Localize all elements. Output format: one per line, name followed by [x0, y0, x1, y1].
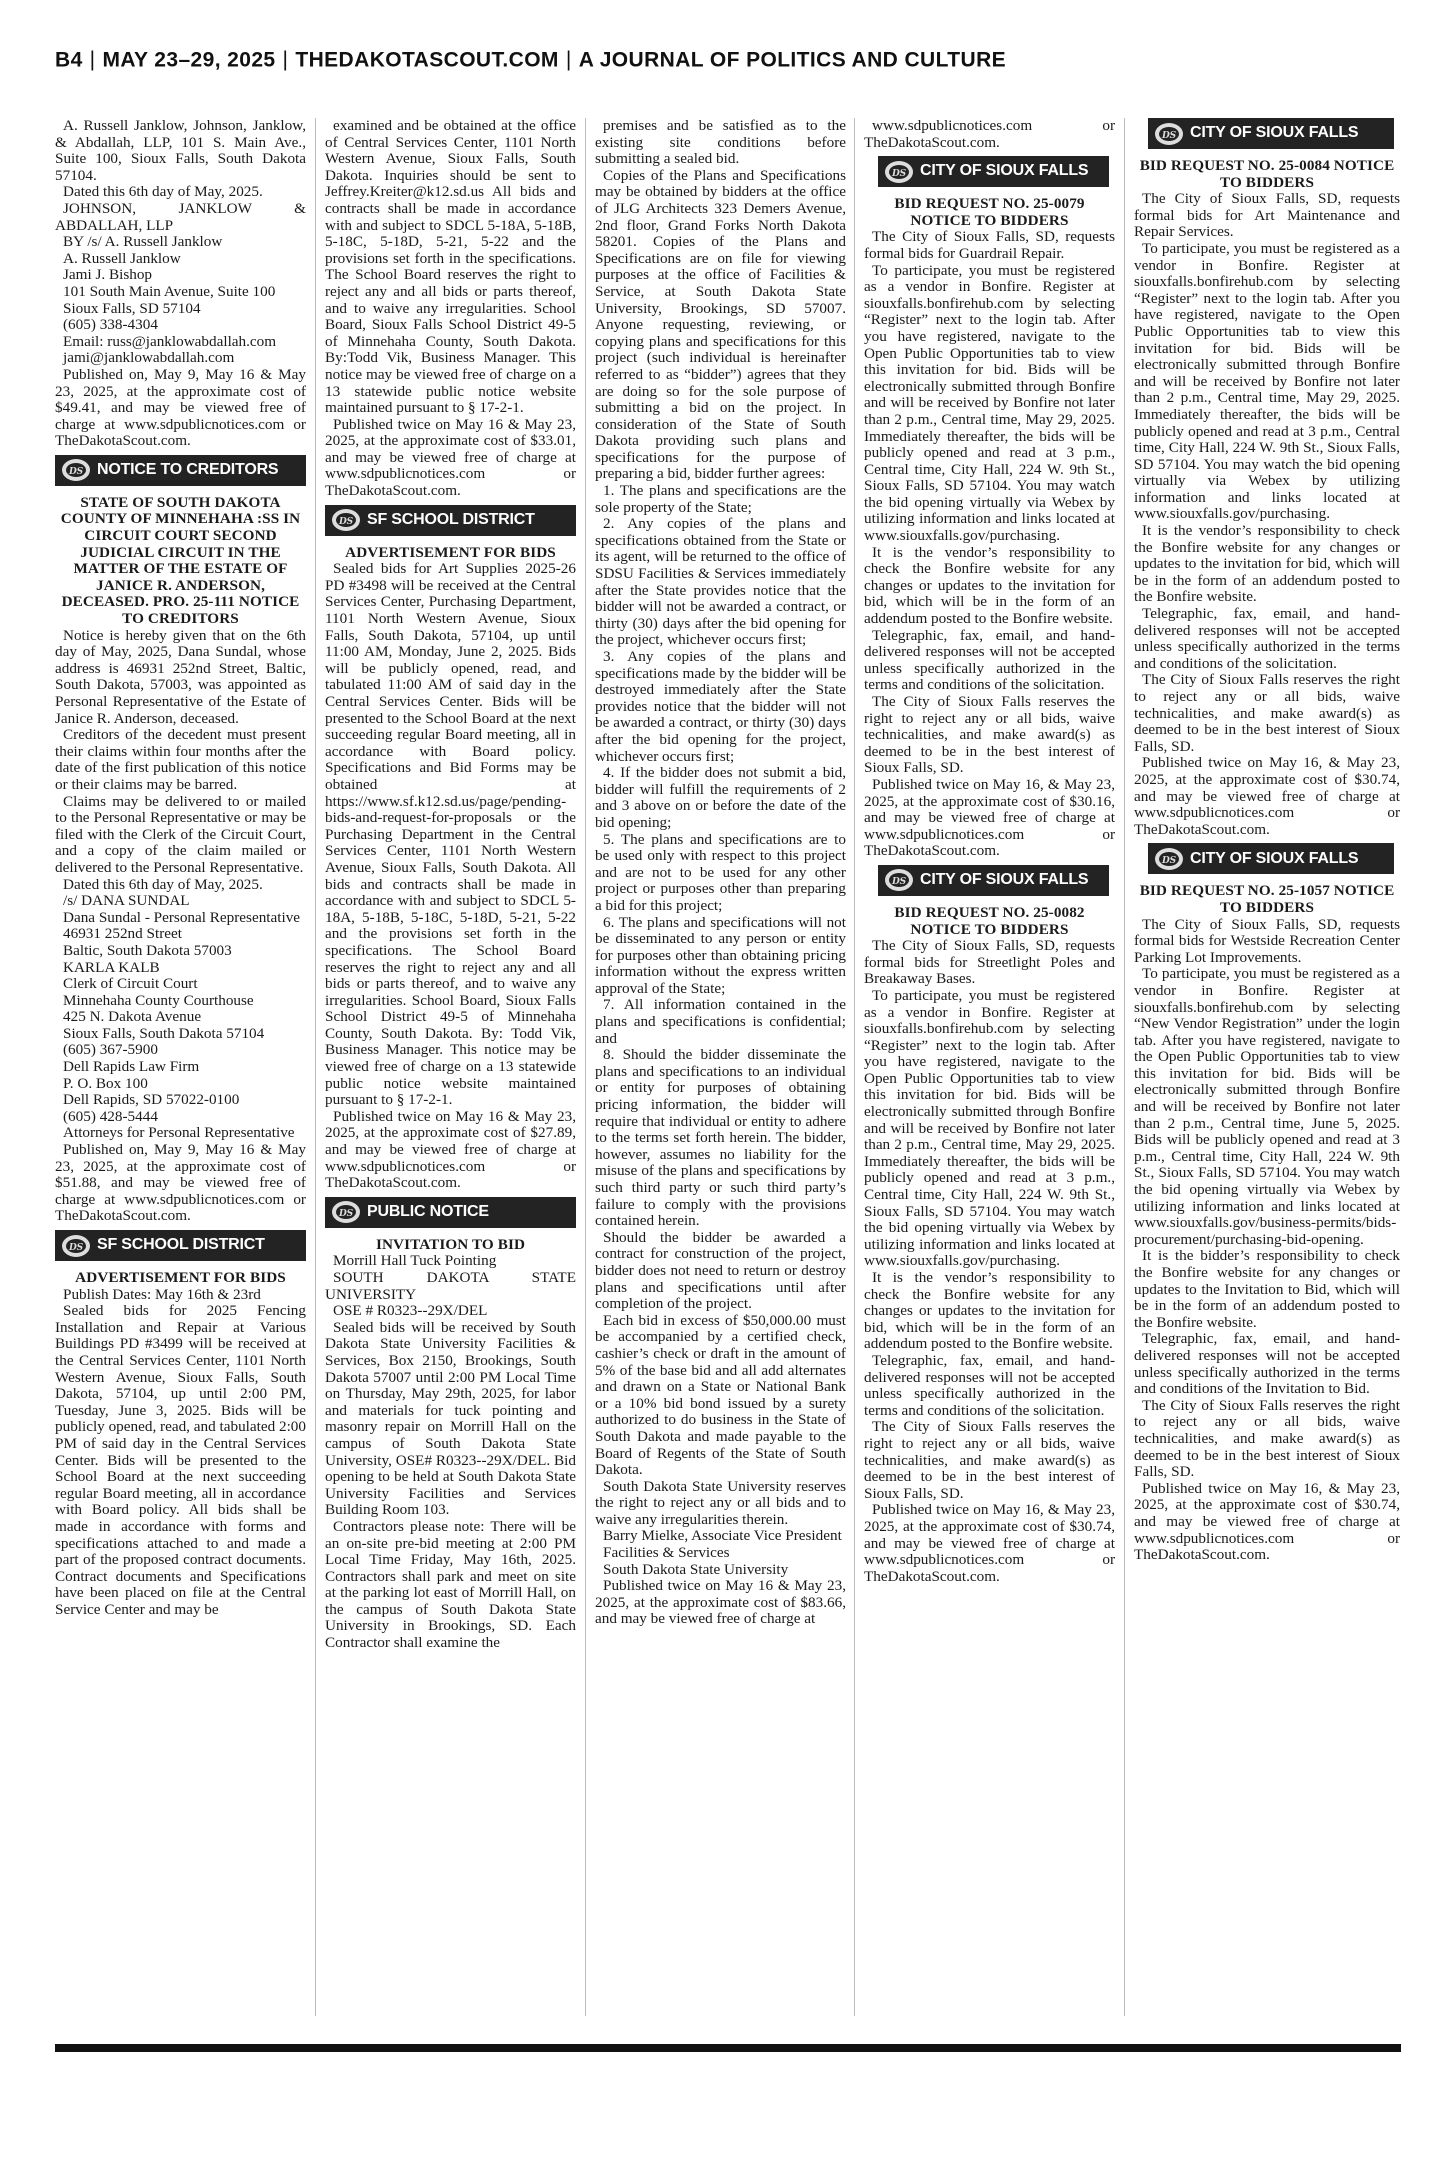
paragraph: 8. Should the bidder disseminate the plans and specifications to an individual or entity for purposes of obtaining pricing information, the bidder will require that individual or entity to adhere to the terms set forth herein. The bidder, however, assumes no liability for the misuse of the plans and specifications by such third party or such third party’s failure to comply with the provisions contained herein.	[595, 1046, 846, 1230]
section-header-label: CITY OF SIOUX FALLS	[920, 162, 1089, 180]
paragraph: Minnehaha County Courthouse	[63, 991, 254, 1009]
paragraph: It is the bidder’s responsibility to check the Bonfire website for any changes or updates to the Invitation to Bid, which will be in the form of an addendum posted to the Bonfire website.	[1134, 1247, 1400, 1331]
notice-title: ADVERTISEMENT FOR BIDS	[345, 543, 556, 561]
paragraph: Published twice on May 16 & May 23, 2025, at the approximate cost of $83.66, and may be viewed free of charge at	[595, 1577, 846, 1628]
notice-title: INVITATION TO BID	[375, 1235, 526, 1253]
paragraph: SOUTH DAKOTA STATE UNIVERSITY	[325, 1269, 576, 1303]
column-5	[1134, 118, 1400, 2016]
paragraph: Sealed bids for 2025 Fencing Installation and Repair at Various Buildings PD #3499 will be received at the Central Services Center, 1101 North Western Avenue, Sioux Falls, South Dakota, 57104, up until 2:00 PM, Tuesday, June 3, 2025. Bids will be publicly opened, read, and tabulated 2:00 PM of said day in the Central Services Center. Bids will be presented to the School Board at the next succeeding regular Board meeting, all in accordance with Board policy. All bids shall be made in accordance with forms and specifications attached to and made a part of the proposed contract documents. Contract documents and Specifications have been placed on file at the Central Service Center and may be	[55, 1302, 306, 1618]
column-1	[55, 118, 306, 2016]
paragraph: Morrill Hall Tuck Pointing	[333, 1252, 497, 1270]
paragraph: To participate, you must be registered as a vendor in Bonfire. Register at siouxfalls.bonfirehub.com by selecting “Register” next to the login tab. After you have registered, navigate to the Open Public Opportunities tab to view this invitation for bid. Bids will be electronically submitted through Bonfire and will be received by Bonfire not later than 2 p.m., Central time, May 29, 2025. Immediately thereafter, the bids will be publicly opened and read at 3 p.m., Central time, City Hall, 224 W. 9th St., Sioux Falls, SD 57104. You may watch the bid opening virtually via Webex by utilizing information and links located at www.siouxfalls.gov/purchasing.	[864, 261, 1115, 545]
svg-text:DS: DS	[1162, 130, 1176, 141]
invitation-body	[325, 1320, 576, 1652]
paragraph: It is the vendor’s responsibility to check the Bonfire website for any changes or updates to the invitation for bid, which will be in the form of an addendum posted to the Bonfire website.	[864, 1269, 1115, 1353]
paragraph: Dana Sundal - Personal Representative	[63, 908, 301, 926]
section-header-label: NOTICE TO CREDITORS	[97, 461, 279, 479]
paragraph: The City of Sioux Falls reserves the right to reject any or all bids, waive technicalities, and make award(s) as deemed to be in the best interest of Sioux Falls, SD.	[864, 693, 1115, 777]
section-header-public-notice	[325, 1197, 576, 1228]
paragraph: To participate, you must be registered as a vendor in Bonfire. Register at siouxfalls.bonfirehub.com by selecting “Register” next to the login tab. After you have registered, navigate to the Open Public Opportunities tab to view this invitation for bid. Bids will be electronically submitted through Bonfire and will be received by Bonfire not later than 2 p.m., Central time, May 29, 2025. Immediately thereafter, the bids will be publicly opened and read at 3 p.m., Central time, City Hall, 224 W. 9th St., Sioux Falls, SD 57104. You may watch the bid opening virtually via Webex by utilizing information and links located at www.siouxfalls.gov/purchasing.	[1134, 239, 1400, 523]
paragraph: Each bid in excess of $50,000.00 must be accompanied by a certified check, cashier’s check or draft in the amount of 5% of the base bid and all add alternates and drawn on a State or National Bank or a 10% bid bond issued by a surety authorized to do business in the State of South Dakota and made payable to the Board of Regents of the State of South Dakota.	[595, 1311, 846, 1479]
bid-25-0079-body	[864, 229, 1115, 860]
art-supplies-bid-body	[325, 561, 576, 1192]
fencing-bid-body	[55, 1287, 306, 1619]
paragraph: Telegraphic, fax, email, and hand-delivered responses will not be accepted unless specifically authorized in the terms and conditions of the solicitation.	[1134, 605, 1400, 672]
scout-logo-icon	[331, 1199, 361, 1225]
paragraph: Telegraphic, fax, email, and hand-delivered responses will not be accepted unless specifically authorized in the terms and conditions of the solicitation.	[864, 1351, 1115, 1419]
paragraph: KARLA KALB	[63, 958, 160, 976]
svg-text:DS: DS	[69, 467, 83, 478]
paragraph: The City of Sioux Falls reserves the right to reject any or all bids, waive technicalities, and make award(s) as deemed to be in the best interest of Sioux Falls, SD.	[1134, 671, 1400, 755]
section-header-city-of-sioux-falls	[1148, 843, 1394, 874]
paragraph: 6. The plans and specifications will not be disseminated to any person or entity for purposes other than obtaining pricing information without the express written approval of the State;	[595, 913, 846, 997]
paragraph: Sealed bids will be received by South Dakota State University Facilities & Services, Box 2150, Brookings, South Dakota 57007 until 2:00 PM Local Time on Thursday, May 29th, 2025, for labor and materials for tuck pointing and masonry repair on Morrill Hall on the campus of South Dakota State University, OSE# R0323--29X/DEL. Bid opening to be held at South Dakota State University Facilities and Services Building Room 103.	[325, 1318, 576, 1519]
paragraph: Barry Mielke, Associate Vice President	[603, 1527, 842, 1545]
paragraph: To participate, you must be registered as a vendor in Bonfire. Register at siouxfalls.bonfirehub.com by selecting “Register” next to the login tab. After you have registered, navigate to the Open Public Opportunities tab to view this invitation for bid. Bids will be electronically submitted through Bonfire and will be received by Bonfire not later than 2 p.m., Central time, May 29, 2025. Immediately thereafter, the bids will be publicly opened and read at 3 p.m., Central time, City Hall, 224 W. 9th St., Sioux Falls, SD 57104. You may watch the bid opening virtually via Webex by utilizing information and links located at www.siouxfalls.gov/purchasing.	[864, 986, 1115, 1270]
paragraph: South Dakota State University	[603, 1560, 789, 1578]
paragraph: Email: russ@janklowabdallah.com	[63, 332, 277, 350]
section-header-label: CITY OF SIOUX FALLS	[1190, 849, 1359, 867]
paragraph: Published twice on May 16, & May 23, 2025, at the approximate cost of $30.74, and may be viewed free of charge at www.sdpublicnotices.com or TheDakotaScout.com.	[864, 1501, 1115, 1585]
paragraph: Clerk of Circuit Court	[63, 975, 198, 993]
svg-text:DS: DS	[892, 877, 906, 888]
paragraph: Attorneys for Personal Representative	[63, 1124, 295, 1142]
paragraph: Published on, May 9, May 16 & May 23, 2025, at the approximate cost of $51.88, and may be viewed free of charge at www.sdpublicnotices.com or TheDakotaScout.com.	[55, 1141, 306, 1225]
section-header-label: CITY OF SIOUX FALLS	[1190, 124, 1359, 142]
paragraph: jami@janklowabdallah.com	[63, 349, 235, 367]
paragraph: /s/ DANA SUNDAL	[63, 892, 190, 910]
paragraph: OSE # R0323--29X/DEL	[333, 1302, 488, 1320]
paragraph: Published twice on May 16, & May 23, 2025, at the approximate cost of $30.16, and may be viewed free of charge at www.sdpublicnotices.com or TheDakotaScout.com.	[864, 775, 1115, 860]
notice-title: BID REQUEST NO. 25-0084 NOTICE TO BIDDERS	[1139, 157, 1395, 191]
paragraph: examined and be obtained at the office of Central Services Center, 1101 North Western Avenue, Sioux Falls, South Dakota. Inquiries should be sent to Jeffrey.Kreiter@k12.sd.us All bids and contracts shall be made in accordance with and subject to SDCL 5-18A, 5-18B, 5-18C, 5-18D, 5-21, 5-22 and the provisions set forth in the specifications. The School Board reserves the right to reject any and all bids or parts thereof, and to waive any irregularities. School Board, Sioux Falls School District 49-5 of Minnehaha County, South Dakota. By:Todd Vik, Business Manager. This notice may be viewed free of charge on a 13 statewide public notice website maintained pursuant to § 17-2-1.	[325, 118, 576, 417]
paragraph: Claims may be delivered to or mailed to the Personal Representative or may be filed with the Clerk of the Circuit Court, and a copy of the claim mailed or delivered to the Personal Representative.	[55, 792, 306, 876]
paragraph: South Dakota State University reserves the right to reject any or all bids and to waive any irregularities therein.	[595, 1477, 846, 1528]
notice-title: BID REQUEST NO. 25-0079 NOTICE TO BIDDERS	[894, 195, 1085, 229]
bottom-rule	[55, 2044, 1401, 2052]
section-header-city-of-sioux-falls	[1148, 118, 1394, 149]
svg-text:DS: DS	[339, 1209, 353, 1220]
paragraph: Publish Dates: May 16th & 23rd	[63, 1285, 261, 1303]
janklow-notice-tail	[55, 118, 306, 450]
paragraph: Sioux Falls, South Dakota 57104	[63, 1024, 265, 1042]
paragraph: 5. The plans and specifications are to be used only with respect to this project and are not to be used for any other project or purposes other than preparing a bid for this project;	[595, 830, 846, 914]
scout-logo-icon	[61, 1233, 91, 1259]
paragraph: BY /s/ A. Russell Janklow	[63, 233, 223, 251]
paragraph: JOHNSON, JANKLOW & ABDALLAH, LLP	[55, 199, 306, 234]
svg-text:DS: DS	[339, 517, 353, 528]
paragraph: Published twice on May 16, & May 23, 2025, at the approximate cost of $30.74, and may be viewed free of charge at www.sdpublicnotices.com or TheDakotaScout.com.	[1134, 754, 1400, 838]
section-header-label: SF SCHOOL DISTRICT	[367, 510, 535, 528]
section-header-city-of-sioux-falls	[878, 156, 1109, 187]
paragraph: P. O. Box 100	[63, 1074, 148, 1092]
section-header-sf-school-district	[55, 1230, 306, 1261]
paragraph: The City of Sioux Falls reserves the right to reject any or all bids, waive technicalities, and make award(s) as deemed to be in the best interest of Sioux Falls, SD.	[864, 1418, 1115, 1502]
creditors-notice-body	[55, 628, 306, 1225]
paragraph: The City of Sioux Falls, SD, requests formal bids for Guardrail Repair.	[864, 228, 1115, 262]
page-number: B4	[55, 48, 83, 72]
paragraph: The City of Sioux Falls reserves the right to reject any or all bids, waive technicalities, and make award(s) as deemed to be in the best interest of Sioux Falls, SD.	[1134, 1396, 1400, 1481]
paragraph: (605) 338-4304	[63, 316, 158, 334]
paragraph: Copies of the Plans and Specifications may be obtained by bidders at the office of JLG Architects 323 Demers Avenue, 2nd floor, Grand Forks North Dakota 58201. Copies of the Plans and Specifications are on file for viewing purposes at the office of Facilities & Service, at South Dakota State University, Brookings, SD 57007. Anyone requesting, reviewing, or copying plans and specifications for this project (such individual is hereinafter referred to as “bidder”) agrees that they are doing so for the sole purpose of submitting a bid on the project. In consideration of the State of South Dakota providing such plans and specifications for the purpose of preparing a bid, bidder further agrees:	[595, 166, 846, 483]
scout-logo-icon	[1154, 121, 1184, 147]
section-header-notice-to-creditors	[55, 455, 306, 486]
invitation-subtitle	[325, 1253, 576, 1319]
column-3	[595, 118, 846, 2016]
scout-logo-icon	[1154, 846, 1184, 872]
paragraph: Sioux Falls, SD 57104	[63, 299, 201, 317]
paragraph: Telegraphic, fax, email, and hand-delivered responses will not be accepted unless specifically authorized in the terms and conditions of the solicitation.	[864, 626, 1115, 694]
paragraph: The City of Sioux Falls, SD, requests formal bids for Art Maintenance and Repair Services.	[1134, 190, 1400, 241]
notice-title: BID REQUEST NO. 25-1057 NOTICE TO BIDDERS	[1139, 882, 1395, 916]
column-2	[325, 118, 576, 2016]
notice-title: STATE OF SOUTH DAKOTA COUNTY OF MINNEHAHA :SS IN CIRCUIT COURT SECOND JUDICIAL CIRCUIT IN THE MATTER OF THE ESTATE OF JANICE R. ANDERSON, DECEASED. PRO. 25-111 NOTICE TO CREDITORS	[60, 493, 301, 628]
column-4	[864, 118, 1115, 2016]
paragraph: Published on, May 9, May 16 & May 23, 2025, at the approximate cost of $49.41, and may be viewed free of charge at www.sdpublicnotices.com or TheDakotaScout.com.	[55, 365, 306, 450]
scout-logo-icon	[884, 867, 914, 893]
section-header-city-of-sioux-falls	[878, 865, 1109, 896]
paragraph: 1. The plans and specifications are the sole property of the State;	[595, 482, 846, 516]
paragraph: Baltic, South Dakota 57003	[63, 941, 232, 959]
masthead: B4 | MAY 23–29, 2025 | THEDAKOTASCOUT.COM | A JOURNAL OF POLITICS AND CULTURE	[55, 48, 1007, 72]
fencing-bid-body-continued	[325, 118, 576, 500]
paragraph: (605) 367-5900	[63, 1041, 158, 1059]
section-header-label: PUBLIC NOTICE	[367, 1203, 489, 1221]
paragraph: 2. Any copies of the plans and specifications obtained from the State or its agent, will be returned to the office of SDSU Facilities & Services immediately after the State provides notice that the bidder will not be awarded a contract, or thirty (30) days after the bid opening for the project, whichever occurs first;	[595, 515, 846, 649]
column-divider	[585, 118, 586, 2016]
notice-title: ADVERTISEMENT FOR BIDS	[75, 1269, 286, 1286]
section-header-label: CITY OF SIOUX FALLS	[920, 871, 1089, 889]
scout-logo-icon	[61, 457, 91, 483]
column-divider	[315, 118, 316, 2016]
paragraph: Telegraphic, fax, email, and hand-delivered responses will not be accepted unless specifically authorized in the terms and conditions of the Invitation to Bid.	[1134, 1330, 1400, 1398]
paragraph: Dated this 6th day of May, 2025.	[63, 875, 263, 893]
paragraph: 7. All information contained in the plans and specifications is confidential; and	[595, 996, 846, 1047]
paragraph: Creditors of the decedent must present their claims within four months after the date of the first publication of this notice or their claims may be barred.	[55, 726, 306, 793]
paragraph: 101 South Main Avenue, Suite 100	[63, 282, 276, 300]
paragraph: The City of Sioux Falls, SD, requests formal bids for Westside Recreation Center Parking Lot Improvements.	[1134, 915, 1400, 966]
paragraph: Published twice on May 16 & May 23, 2025, at the approximate cost of $33.01, and may be viewed free of charge at www.sdpublicnotices.com or TheDakotaScout.com.	[325, 415, 576, 500]
site-name[interactable]: THEDAKOTASCOUT.COM	[295, 48, 559, 72]
paragraph: Jami J. Bishop	[63, 266, 153, 284]
paragraph: 4. If the bidder does not submit a bid, bidder will fulfill the requirements of 2 and 3 above on or before the date of the bid opening;	[595, 764, 846, 831]
paragraph: (605) 428-5444	[63, 1107, 158, 1125]
svg-text:DS: DS	[892, 168, 906, 179]
paragraph: Published twice on May 16, & May 23, 2025, at the approximate cost of $30.74, and may be viewed free of charge at www.sdpublicnotices.com or TheDakotaScout.com.	[1134, 1479, 1400, 1564]
paragraph: The City of Sioux Falls, SD, requests formal bids for Streetlight Poles and Breakaway Bases.	[864, 937, 1115, 988]
paragraph: www.sdpublicnotices.com or TheDakotaScout.com.	[864, 118, 1115, 151]
section-header-label: SF SCHOOL DISTRICT	[97, 1236, 265, 1254]
paragraph: Contractors please note: There will be an on-site pre-bid meeting at 2:00 PM Local Time Friday, May 16th, 2025. Contractors shall park and meet on site at the parking lot east of Morrill Hall, on the campus of South Dakota State University in Brookings, SD. Each Contractor shall examine the	[325, 1517, 576, 1652]
svg-text:DS: DS	[1162, 855, 1176, 866]
paragraph: To participate, you must be registered as a vendor in Bonfire. Register at siouxfalls.bonfirehub.com by selecting “New Vendor Registration” under the login tab. After you have registered, navigate to the Open Public Opportunities tab to view this invitation for bid. Bids will be electronically submitted through Bonfire and will be received by Bonfire not later than 2 p.m., Central time, June 5, 2025. Bids will be publicly opened and read at 3 p.m., Central time, City Hall, 224 W. 9th St., Sioux Falls, SD 57104. You may watch the bid opening virtually via Webex by utilizing information and links located at www.siouxfalls.gov/business-permits/bids-procurement/purchasing-bid-opening.	[1134, 965, 1400, 1248]
paragraph: Published twice on May 16 & May 23, 2025, at the approximate cost of $27.89, and may be viewed free of charge at www.sdpublicnotices.com or TheDakotaScout.com.	[325, 1107, 576, 1192]
paragraph: Dell Rapids, SD 57022-0100	[63, 1091, 240, 1109]
scout-logo-icon	[331, 507, 361, 533]
column-divider	[854, 118, 855, 2016]
paragraph: premises and be satisfied as to the existing site conditions before submitting a sealed bid.	[595, 118, 846, 168]
invitation-body-continued	[595, 118, 846, 1628]
invitation-body-tail	[864, 118, 1115, 151]
section-header-sf-school-district	[325, 505, 576, 536]
bid-25-1057-body	[1134, 917, 1400, 1564]
column-divider	[1124, 118, 1125, 2016]
paragraph: 46931 252nd Street	[63, 925, 182, 943]
paragraph: It is the vendor’s responsibility to check the Bonfire website for any changes or updates to the invitation for bid, which will be in the form of an addendum posted to the Bonfire website.	[864, 543, 1115, 628]
paragraph: A. Russell Janklow, Johnson, Janklow, & Abdallah, LLP, 101 S. Main Ave., Suite 100, Sioux Falls, South Dakota 57104.	[55, 118, 306, 184]
paragraph: 3. Any copies of the plans and specifications made by the bidder will be destroyed immediately after the State provides notice that the bidder will not be awarded a contract, or thirty (30) days after the bid opening for the project, whichever occurs first;	[595, 648, 846, 765]
paragraph: Notice is hereby given that on the 6th day of May, 2025, Dana Sundal, whose address is 46931 252nd Street, Baltic, South Dakota, 57003, was appointed as Personal Representative of the Estate of Janice R. Anderson, deceased.	[55, 626, 306, 727]
bid-25-0084-body	[1134, 191, 1400, 838]
paragraph: Should the bidder be awarded a contract for construction of the project, bidder does not need to return or destroy plans and specifications until after completion of the project.	[595, 1228, 846, 1313]
svg-text:DS: DS	[69, 1242, 83, 1253]
paragraph: A. Russell Janklow	[63, 249, 181, 267]
paragraph: 425 N. Dakota Avenue	[63, 1008, 202, 1026]
paragraph: Dated this 6th day of May, 2025.	[63, 183, 263, 201]
bid-25-0082-body	[864, 938, 1115, 1585]
issue-date: MAY 23–29, 2025	[102, 48, 276, 72]
tagline: A JOURNAL OF POLITICS AND CULTURE	[578, 48, 1007, 72]
paragraph: Dell Rapids Law Firm	[63, 1058, 200, 1076]
paragraph: Facilities & Services	[603, 1544, 730, 1562]
paragraph: It is the vendor’s responsibility to check the Bonfire website for any changes or updates to the invitation for bid, which will be in the form of an addendum posted to the Bonfire website.	[1134, 522, 1400, 606]
paragraph: Sealed bids for Art Supplies 2025-26 PD #3498 will be received at the Central Services Center, Purchasing Department, 1101 North Western Avenue, Sioux Falls, South Dakota, 57104, up until 11:00 AM, Monday, June 2, 2025. Bids will be publicly opened, read, and tabulated 11:00 AM of said day in the Central Services Center. Bids will be presented to the School Board at the next succeeding regular Board meeting, all in accordance with Board policy. Specifications and Bid Forms may be obtained at https://www.sf.k12.sd.us/page/pending-bids-and-request-for-proposals or the Purchasing Department in the Central Services Center, 1101 North Western Avenue, Sioux Falls, South Dakota. All bids and contracts shall be made in accordance with and subject to SDCL 5-18A, 5-18B, 5-18C, 5-18D, 5-21, 5-22 and the provisions set forth in the specifications. The School Board reserves the right to reject any and all bids or parts thereof, and to waive any irregularities. School Board, Sioux Falls School District 49-5 of Minnehaha County, South Dakota. By: Todd Vik, Business Manager. This notice may be viewed free of charge on a 13 statewide public notice website maintained pursuant to § 17-2-1.	[325, 560, 576, 1109]
notice-title: BID REQUEST NO. 25-0082 NOTICE TO BIDDERS	[894, 903, 1085, 938]
scout-logo-icon	[884, 159, 914, 185]
